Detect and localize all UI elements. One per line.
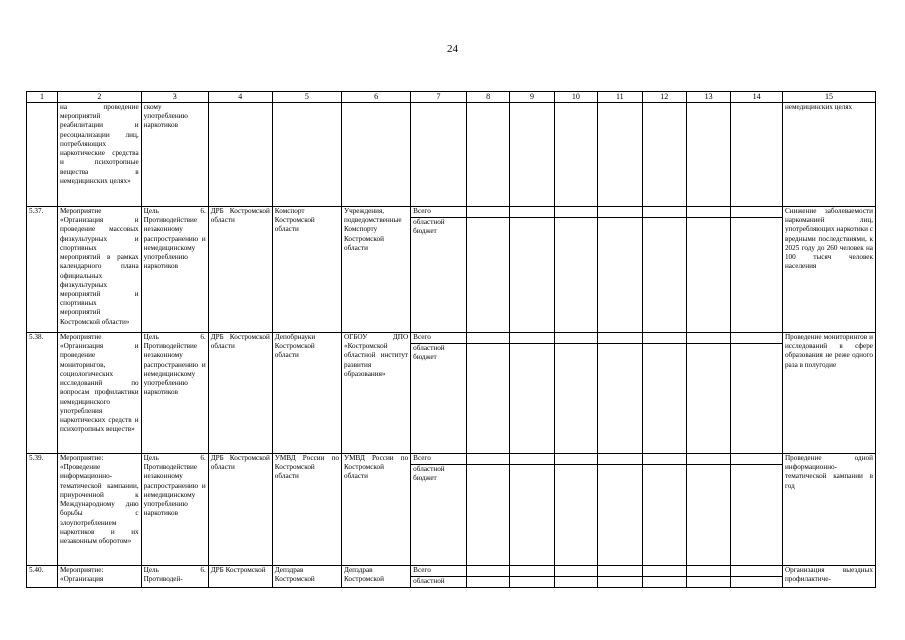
goal-cell: скому употреблению наркотиков (141, 103, 208, 207)
column-header: 9 (510, 92, 554, 103)
goal-cell: Цель 6. Противодействие незаконному распространению и немедицинскому употреблению наркотиков (141, 333, 208, 454)
amount-cell (510, 103, 554, 207)
funding-source-cell (411, 454, 467, 566)
amount-cell (554, 103, 597, 207)
column-header: 5 (272, 92, 341, 103)
column-header: 10 (554, 92, 597, 103)
amount-cell (642, 454, 686, 566)
column-header: 1 (27, 92, 58, 103)
funding-regional: областной бюджет (413, 218, 445, 236)
amount-cell (642, 333, 686, 454)
funding-source-cell (411, 566, 467, 588)
amount-cell (598, 566, 642, 588)
amount-cell (686, 454, 730, 566)
executor-cell (272, 103, 341, 207)
amount-cell (598, 207, 642, 333)
amount-cell (598, 454, 642, 566)
amount-cell (554, 333, 597, 454)
event-cell: Мероприятие: «Организация (57, 566, 141, 588)
table-row (27, 333, 876, 454)
participant-cell: Учреждения, подведомственные Комспорту Костромской области (341, 207, 410, 333)
column-header: 14 (731, 92, 783, 103)
participant-cell: УМВД России по Костромской области (341, 454, 410, 566)
table-row (27, 103, 876, 207)
amount-cell (731, 103, 783, 207)
event-cell: на проведение мероприятий реабилитации и ресоциализации лиц, потребляющих наркотические средства и психотропные вещества в немедицинских целях» (57, 103, 141, 207)
program-table (26, 91, 876, 588)
funding-total: Всего (411, 207, 466, 218)
row-number: 5.39. (27, 454, 58, 566)
coordinator-cell: ДРБ Костромской области (208, 207, 272, 333)
coordinator-cell: ДРБ Костромской области (208, 454, 272, 566)
goal-cell: Цель 6. Противодей- (141, 566, 208, 588)
column-header: 2 (57, 92, 141, 103)
row-number: 5.38. (27, 333, 58, 454)
column-header: 4 (208, 92, 272, 103)
amount-cell (642, 103, 686, 207)
funding-regional: областной бюджет (413, 465, 445, 483)
column-header: 13 (686, 92, 730, 103)
event-cell: Мероприятие «Организация и проведение массовых физкультурных и спортивных мероприятий в рамках календарного плана официальных физкультурных мероприятий и спортивных мероприятий Костромской области» (57, 207, 141, 333)
amount-cell (686, 333, 730, 454)
result-cell: немедицинских целях (782, 103, 875, 207)
amount-cell (686, 207, 730, 333)
amount-cell (642, 566, 686, 588)
amount-cell (466, 207, 509, 333)
amount-cell (466, 333, 509, 454)
funding-total: Всего (411, 566, 466, 577)
result-cell: Организация выездных профилактиче- (782, 566, 875, 588)
goal-cell: Цель 6. Противодействие незаконному распространению и немедицинскому употреблению наркотиков (141, 207, 208, 333)
row-number (27, 103, 58, 207)
participant-cell: ОГБОУ ДПО «Костромской областной институт развития образования» (341, 333, 410, 454)
participant-cell (341, 103, 410, 207)
coordinator-cell (208, 103, 272, 207)
table-row (27, 207, 876, 333)
table-row (27, 454, 876, 566)
executor-cell: Депобрнауки Костромской области (272, 333, 341, 454)
amount-cell (686, 103, 730, 207)
result-cell: Проведение мониторингов и исследований в сфере образования не реже одного раза в полугодие (782, 333, 875, 454)
amount-cell (510, 454, 554, 566)
event-cell: Мероприятие: «Проведение информационно-тематической кампании, приуроченной к Международному дню борьбы с злоупотреблением наркотиков и их незаконным оборотом» (57, 454, 141, 566)
amount-cell (510, 566, 554, 588)
amount-cell (598, 333, 642, 454)
amount-cell (510, 207, 554, 333)
column-header: 8 (466, 92, 509, 103)
column-header: 15 (782, 92, 875, 103)
goal-cell: Цель 6. Противодействие незаконному распространению и немедицинскому употреблению наркотиков (141, 454, 208, 566)
page-number: 24 (447, 43, 458, 55)
amount-cell (554, 207, 597, 333)
amount-cell (731, 207, 783, 333)
amount-cell (510, 333, 554, 454)
result-cell: Снижение заболеваемости наркоманией лиц, употребляющих наркотики с вредными последствиями, к 2025 году до 260 человек на 100 тысяч человек населения (782, 207, 875, 333)
amount-cell (731, 333, 783, 454)
amount-cell (466, 566, 509, 588)
amount-cell (642, 207, 686, 333)
column-header: 11 (598, 92, 642, 103)
amount-cell (598, 103, 642, 207)
executor-cell: Депздрав Костромской (272, 566, 341, 588)
header-row (27, 92, 876, 103)
table-row (27, 566, 876, 588)
amount-cell (554, 454, 597, 566)
executor-cell: УМВД России по Костромской области (272, 454, 341, 566)
executor-cell: Комспорт Костромской области (272, 207, 341, 333)
funding-regional: областной (413, 577, 445, 585)
coordinator-cell: ДРБ Костромской области (208, 333, 272, 454)
result-cell: Проведение одной информационно-тематической кампании в год (782, 454, 875, 566)
column-header: 3 (141, 92, 208, 103)
column-header: 6 (341, 92, 410, 103)
participant-cell: Депздрав Костромской (341, 566, 410, 588)
funding-regional: областной бюджет (413, 344, 445, 362)
amount-cell (466, 103, 509, 207)
amount-cell (466, 454, 509, 566)
amount-cell (731, 454, 783, 566)
coordinator-cell: ДРБ Костромской (208, 566, 272, 588)
funding-source-cell (411, 333, 467, 454)
row-number: 5.40. (27, 566, 58, 588)
amount-cell (686, 566, 730, 588)
column-header: 7 (411, 92, 467, 103)
row-number: 5.37. (27, 207, 58, 333)
funding-total: Всего (411, 454, 466, 465)
amount-cell (731, 566, 783, 588)
funding-total: Всего (411, 333, 466, 344)
event-cell: Мероприятие «Организация и проведение мониторингов, социологических исследований по вопросам профилактики немедицинского употребления наркотических средств и психотропных веществ» (57, 333, 141, 454)
column-header: 12 (642, 92, 686, 103)
amount-cell (554, 566, 597, 588)
funding-source-cell (411, 207, 467, 333)
funding-source-cell (411, 103, 467, 207)
